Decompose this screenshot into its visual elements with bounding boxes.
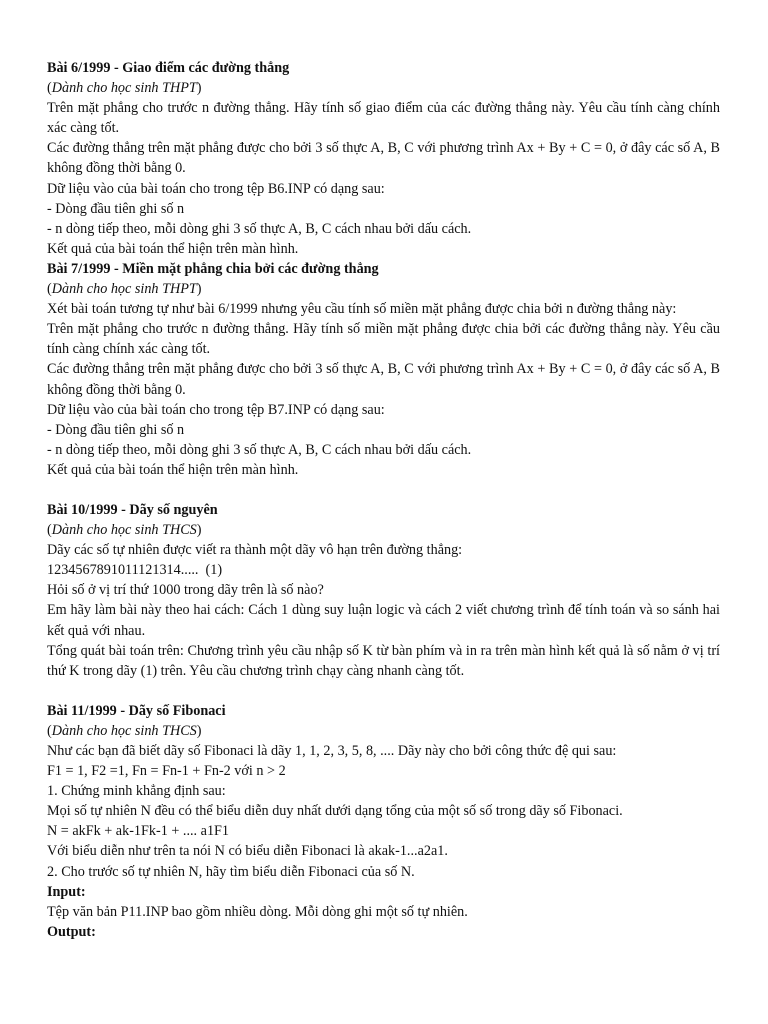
paragraph: Dữ liệu vào của bài toán cho trong tệp B6.INP có dạng sau:	[47, 180, 385, 197]
problem-6-audience-text: Dành cho học sinh THPT	[51, 80, 197, 97]
problem-10-title: Bài 10/1999 - Dãy số nguyên	[47, 501, 218, 518]
paragraph: Dãy các số tự nhiên được viết ra thành một dãy vô hạn trên đường thẳng:	[47, 542, 463, 559]
paragraph: 2. Cho trước số tự nhiên N, hãy tìm biểu diễn Fibonaci của số N.	[47, 863, 415, 880]
paragraph: Mọi số tự nhiên N đều có thể biểu diễn duy nhất dưới dạng tổng của một số số trong dãy số Fibonaci.	[47, 803, 623, 820]
problem-10-audience-text: Dành cho học sinh THCS	[51, 522, 197, 539]
paragraph: Tổng quát bài toán trên: Chương trình yêu cầu nhập số K từ bàn phím và in ra trên màn hình kết quả là số nằm ở vị trí thứ K trong dãy (1) trên. Yêu cầu chương trình chạy càng nhanh càng tốt.	[47, 642, 720, 679]
paragraph: Như các bạn đã biết dãy số Fibonaci là dãy 1, 1, 2, 3, 5, 8, .... Dãy này cho bởi công thức đệ qui sau:	[47, 743, 617, 759]
sequence-line: 1234567891011121314..... (1)	[47, 562, 223, 579]
list-item: - Dòng đầu tiên ghi số n	[47, 200, 185, 217]
sum-formula: N = akFk + ak-1Fk-1 + .... a1F1	[47, 823, 230, 840]
paragraph: Kết quả của bài toán thể hiện trên màn hình.	[47, 240, 299, 257]
problem-11-audience-text: Dành cho học sinh THCS	[51, 722, 197, 739]
document-body	[47, 58, 720, 942]
problem-7-audience: (Dành cho học sinh THPT)	[47, 281, 202, 298]
list-item: - n dòng tiếp theo, mỗi dòng ghi 3 số thực A, B, C cách nhau bởi dấu cách.	[47, 220, 472, 237]
paragraph: Hỏi số ở vị trí thứ 1000 trong dãy trên là số nào?	[47, 582, 324, 599]
problem-7-title: Bài 7/1999 - Miền mặt phẳng chia bởi các đường thẳng	[47, 260, 379, 277]
problem-7-audience-text: Dành cho học sinh THPT	[51, 281, 197, 298]
list-item: - n dòng tiếp theo, mỗi dòng ghi 3 số thực A, B, C cách nhau bởi dấu cách.	[47, 441, 472, 458]
fibonacci-formula: F1 = 1, F2 =1, Fn = Fn-1 + Fn-2 với n > 2	[47, 763, 286, 780]
problem-6-title: Bài 6/1999 - Giao điểm các đường thẳng	[47, 60, 290, 76]
paragraph: Trên mặt phẳng cho trước n đường thẳng. Hãy tính số miền mặt phẳng được chia bởi các đường thẳng này. Yêu cầu tính càng chính xác càng tốt.	[47, 321, 720, 358]
paragraph: Trên mặt phẳng cho trước n đường thẳng. Hãy tính số giao điểm của các đường thẳng này. Yêu cầu tính càng chính xác càng tốt.	[47, 100, 720, 137]
problem-11-audience: (Dành cho học sinh THCS)	[47, 722, 202, 739]
paragraph: 1. Chứng minh khẳng định sau:	[47, 783, 226, 800]
section-gap	[47, 480, 720, 500]
problem-10-audience: (Dành cho học sinh THCS)	[47, 522, 202, 539]
input-label: Input:	[47, 883, 86, 900]
output-label: Output:	[47, 923, 96, 940]
paragraph: Kết quả của bài toán thể hiện trên màn hình.	[47, 461, 299, 478]
problem-6-audience: (Dành cho học sinh THPT)	[47, 80, 202, 97]
section-gap	[47, 681, 720, 701]
list-item: - Dòng đầu tiên ghi số n	[47, 421, 185, 438]
paragraph: Dữ liệu vào của bài toán cho trong tệp B7.INP có dạng sau:	[47, 401, 385, 418]
paragraph: Các đường thẳng trên mặt phẳng được cho bởi 3 số thực A, B, C với phương trình Ax + By + C = 0, ở đây các số A, B không đồng thời bằng 0.	[47, 361, 720, 398]
paragraph: Em hãy làm bài này theo hai cách: Cách 1 dùng suy luận logic và cách 2 viết chương trình để tính toán và so sánh hai kết quả với nhau.	[47, 602, 720, 639]
problem-11-title: Bài 11/1999 - Dãy số Fibonaci	[47, 702, 226, 719]
paragraph: Với biểu diễn như trên ta nói N có biểu diễn Fibonaci là akak-1...a2a1.	[47, 843, 448, 860]
paragraph: Tệp văn bản P11.INP bao gồm nhiều dòng. Mỗi dòng ghi một số tự nhiên.	[47, 903, 468, 920]
paragraph: Xét bài toán tương tự như bài 6/1999 nhưng yêu cầu tính số miền mặt phẳng được chia bởi n đường thẳng này:	[47, 301, 677, 318]
paragraph: Các đường thẳng trên mặt phẳng được cho bởi 3 số thực A, B, C với phương trình Ax + By + C = 0, ở đây các số A, B không đồng thời bằng 0.	[47, 140, 720, 177]
